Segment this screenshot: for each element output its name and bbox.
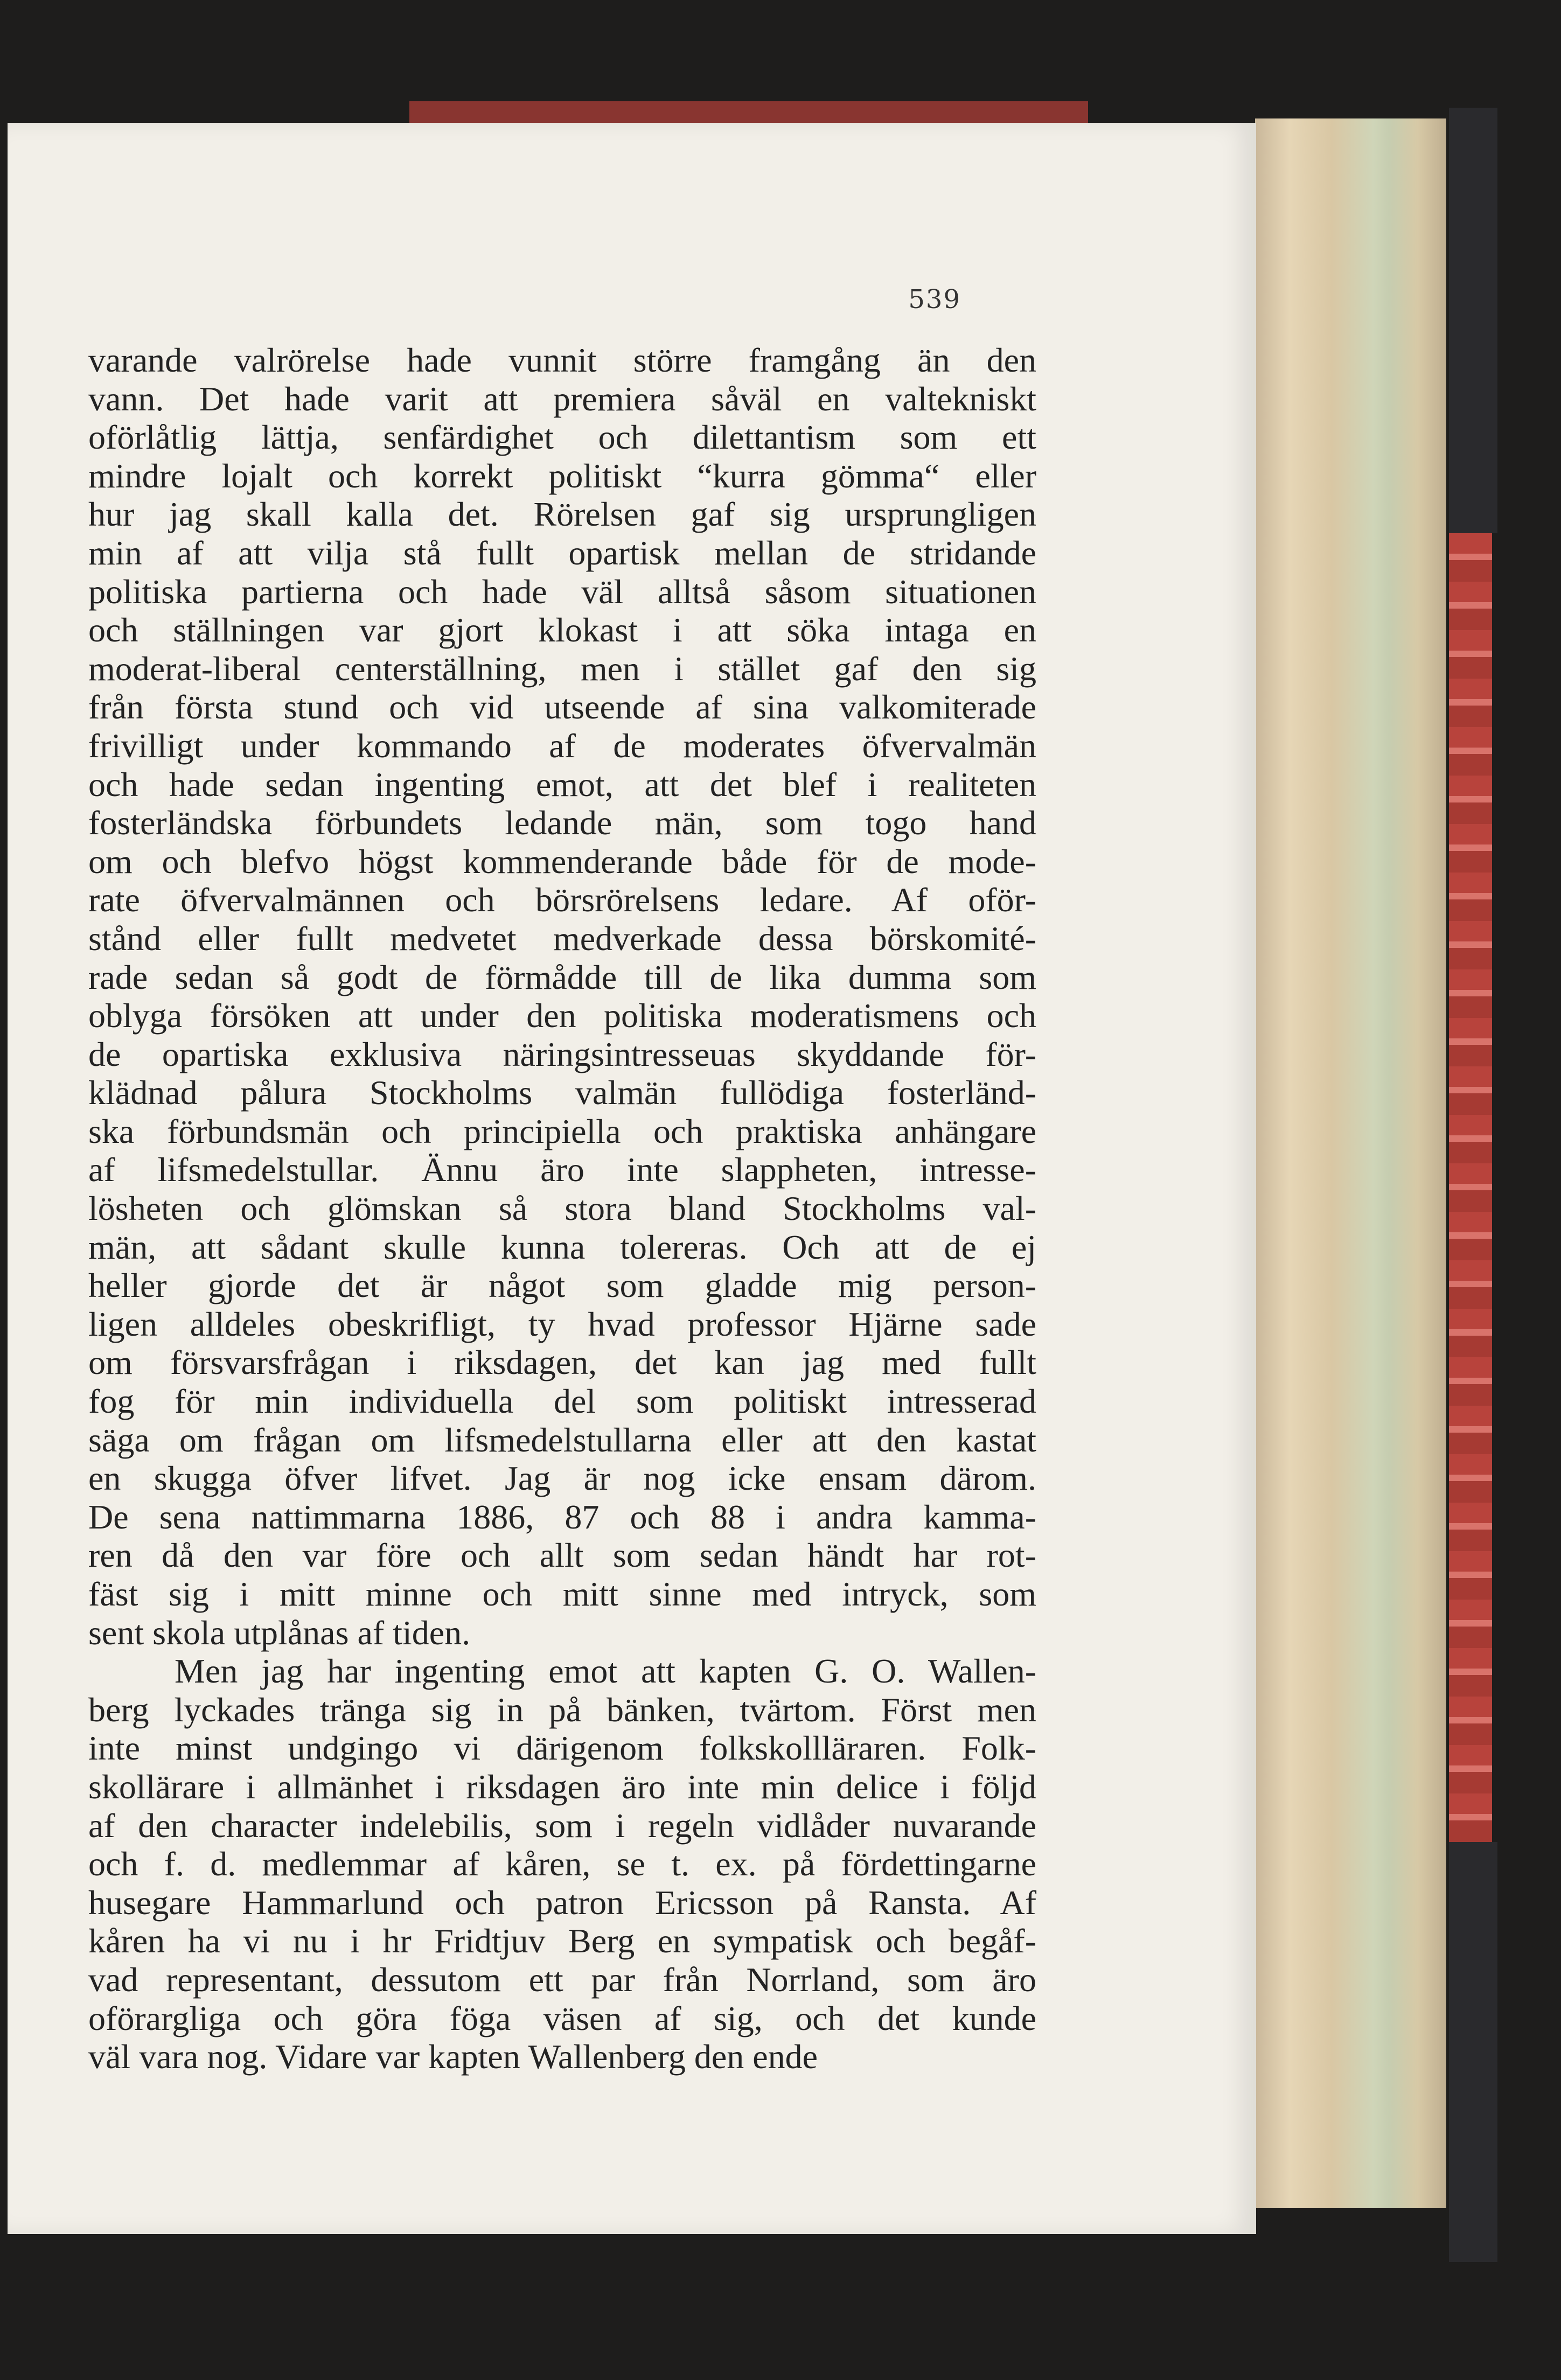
text-line: hur jag skall kalla det. Rörelsen gaf sig ursprungligen [88, 495, 1036, 534]
text-line: af den character indelebilis, som i regeln vidlåder nuvarande [88, 1806, 1036, 1845]
text-line: berg lyckades tränga sig in på bänken, tvärtom. Först men [88, 1690, 1036, 1729]
text-line: moderat-liberal centerställning, men i stället gaf den sig [88, 649, 1036, 688]
text-line: säga om frågan om lifsmedelstullarna eller att den kastat [88, 1420, 1036, 1459]
text-line: och hade sedan ingenting emot, att det blef i realiteten [88, 765, 1036, 804]
text-line: vann. Det hade varit att premiera såväl en valtekniskt [88, 379, 1036, 418]
text-line: inte minst undgingo vi därigenom folkskollläraren. Folk- [88, 1729, 1036, 1768]
text-line: lösheten och glömskan så stora bland Stockholms val- [88, 1189, 1036, 1228]
paragraph-2 [88, 1652, 1036, 2076]
text-line: frivilligt under kommando af de moderates öfvervalmän [88, 726, 1036, 765]
page-number: 539 [908, 284, 961, 315]
text-line: ligen alldeles obeskrifligt, ty hvad professor Hjärne sade [88, 1304, 1036, 1343]
text-line: och f. d. medlemmar af kåren, se t. ex. på fördettingarne [88, 1845, 1036, 1883]
text-line: fäst sig i mitt minne och mitt sinne med intryck, som [88, 1575, 1036, 1613]
text-line: en skugga öfver lifvet. Jag är nog icke ensam därom. [88, 1459, 1036, 1498]
page-fore-edge [1255, 118, 1446, 2208]
text-line: och ställningen var gjort klokast i att söka intaga en [88, 611, 1036, 650]
book-cover-lower [1449, 1842, 1497, 2262]
book-page [8, 123, 1256, 2234]
book-cover-marbled-edge [1449, 533, 1492, 1842]
paragraph-1 [88, 341, 1036, 1652]
text-line: klädnad pålura Stockholms valmän fullödiga fosterländ- [88, 1073, 1036, 1112]
text-line: män, att sådant skulle kunna tolereras. Och att de ej [88, 1227, 1036, 1266]
text-line: fog för min individuella del som politiskt intresserad [88, 1382, 1036, 1421]
text-line: De sena nattimmarna 1886, 87 och 88 i andra kamma- [88, 1497, 1036, 1536]
text-line: rate öfvervalmännen och börsrörelsens ledare. Af oför- [88, 881, 1036, 919]
text-line: oförlåtlig lättja, senfärdighet och dilettantism som ett [88, 418, 1036, 457]
text-line: oblyga försöken att under den politiska moderatismens och [88, 996, 1036, 1035]
text-line: sent skola utplånas af tiden. [88, 1613, 471, 1652]
text-line: oförargliga och göra föga väsen af sig, och det kunde [88, 1999, 1036, 2037]
text-line: väl vara nog. Vidare var kapten Wallenberg den ende [88, 2037, 818, 2076]
text-line: ren då den var före och allt som sedan händt har rot- [88, 1536, 1036, 1575]
text-line: varande valrörelse hade vunnit större framgång än den [88, 341, 1036, 379]
text-line: heller gjorde det är något som gladde mig person- [88, 1266, 1036, 1305]
text-line: politiska partierna och hade väl alltså såsom situationen [88, 572, 1036, 611]
text-line: mindre lojalt och korrekt politiskt “kurra gömma“ eller [88, 456, 1036, 495]
text-line: rade sedan så godt de förmådde till de lika dumma som [88, 958, 1036, 996]
text-line: från första stund och vid utseende af sina valkomiterade [88, 688, 1036, 727]
text-line: kåren ha vi nu i hr Fridtjuv Berg en sympatisk och begåf- [88, 1922, 1036, 1960]
text-line: skollärare i allmänhet i riksdagen äro inte min delice i följd [88, 1767, 1036, 1806]
text-line: husegare Hammarlund och patron Ericsson på Ransta. Af [88, 1883, 1036, 1922]
text-line: om och blefvo högst kommenderande både för de mode- [88, 842, 1036, 881]
text-line: af lifsmedelstullar. Ännu äro inte slappheten, intresse- [88, 1150, 1036, 1189]
text-line: om försvarsfrågan i riksdagen, det kan jag med fullt [88, 1343, 1036, 1382]
text-line: min af att vilja stå fullt opartisk mellan de stridande [88, 533, 1036, 572]
text-line: Men jag har ingenting emot att kapten G. O. Wallen- [175, 1652, 1036, 1691]
text-line: stånd eller fullt medvetet medverkade dessa börskomité- [88, 919, 1036, 958]
book-cover-upper [1449, 108, 1497, 533]
text-line: fosterländska förbundets ledande män, som togo hand [88, 804, 1036, 842]
body-text [88, 341, 1036, 2076]
text-line: de opartiska exklusiva näringsintresseuas skyddande för- [88, 1035, 1036, 1073]
text-line: ska förbundsmän och principiella och praktiska anhängare [88, 1112, 1036, 1150]
text-line: vad representant, dessutom ett par från Norrland, som äro [88, 1960, 1036, 1999]
